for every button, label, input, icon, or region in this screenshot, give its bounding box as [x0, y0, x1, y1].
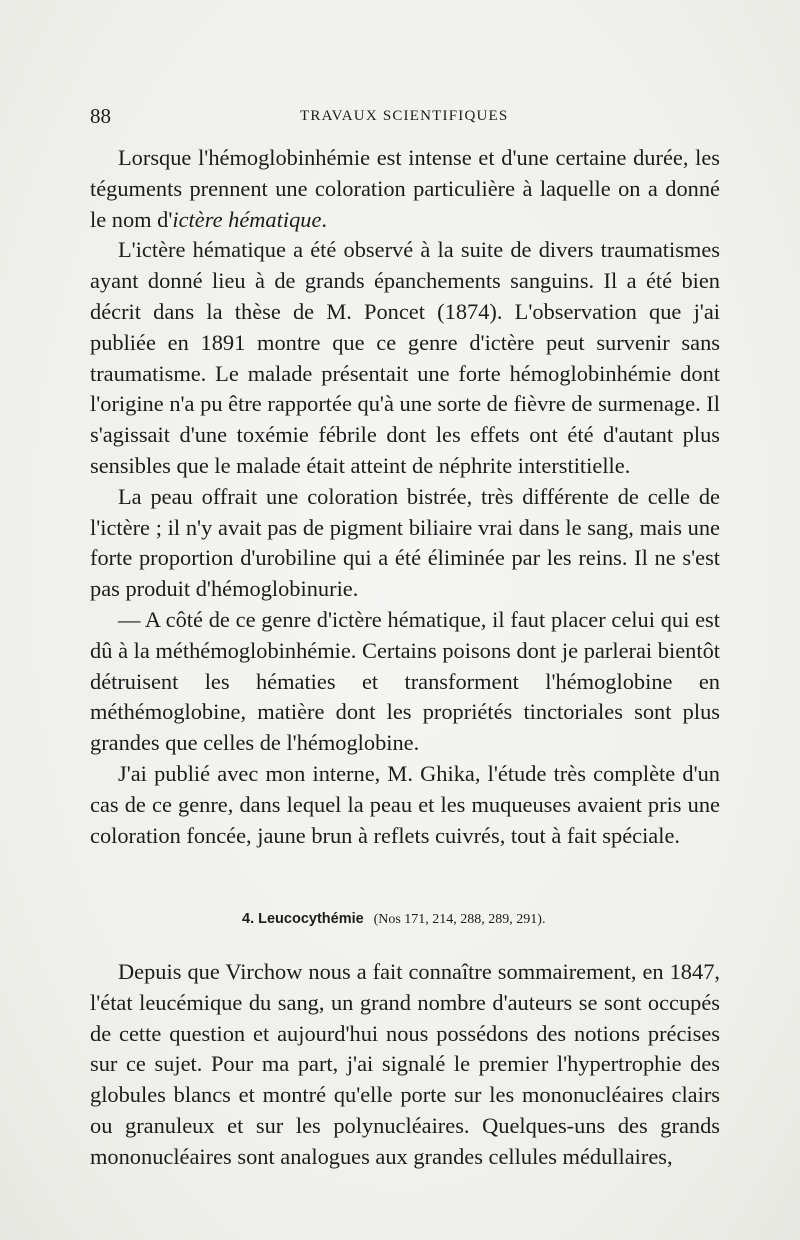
paragraph: — A côté de ce genre d'ictère hématique, il faut placer celui qui est dû à la méthémoglobinhémie. Certains poisons dont je parlerai bientôt détruisent les hématies et transforment l'hémoglobine en méthémoglobine, matière dont les propriétés tinctoriales sont plus grandes que celles de l'hémoglobine. — [90, 606, 720, 756]
body-text-block — [90, 143, 720, 851]
paragraph: J'ai publié avec mon interne, M. Ghika, l'étude très complète d'un cas de ce genre, dans lequel la peau et les muqueuses avaient pris une coloration foncée, jaune brun à reflets cuivrés, tout à fait spéciale. — [90, 760, 720, 848]
paragraph: Depuis que Virchow nous a fait connaître sommairement, en 1847, l'état leucémique du sang, un grand nombre d'auteurs se sont occupés de cette question et aujourd'hui nous possédons des notions précises sur ce sujet. Pour ma part, j'ai signalé le premier l'hypertrophie des globules blancs et montré qu'elle porte sur les mononucléaires clairs ou granuleux et sur les polynucléaires. Quelques-uns des grands mononucléaires sont analogues aux grandes cellules médullaires, — [90, 959, 720, 1169]
section-heading — [242, 910, 545, 928]
section-title: 4. Leucocythémie — [242, 911, 364, 927]
page-number: 88 — [90, 104, 111, 128]
paragraph-text-end: . — [321, 206, 328, 232]
running-title: TRAVAUX SCIENTIFIQUES — [300, 108, 509, 124]
paragraph-text: Lorsque l'hémoglobinhémie est intense et d'une certaine durée, les téguments prennent une coloration particulière à laquelle on a donné le nom d' — [90, 145, 720, 232]
section-references: (Nos 171, 214, 288, 289, 291). — [373, 912, 546, 927]
paragraph — [90, 143, 720, 235]
paragraph: L'ictère hématique a été observé à la suite de divers traumatismes ayant donné lieu à de grands épanchements sanguins. Il a été bien décrit dans la thèse de M. Poncet (1874). L'observation que j'ai publiée en 1891 montre que ce genre d'ictère peut survenir sans traumatisme. Le malade présentait une forte hémoglobinhémie dont l'origine n'a pu être rapportée qu'à une sorte de fièvre de surmenage. Il s'agissait d'une toxémie fébrile dont les effets ont été d'autant plus sensibles que le malade était atteint de néphrite interstitielle. — [90, 237, 720, 478]
paragraph: La peau offrait une coloration bistrée, très différente de celle de l'ictère ; il n'y avait pas de pigment biliaire vrai dans le sang, mais une forte proportion d'urobiline qui a été éliminée par les reins. Il ne s'est pas produit d'hémoglobinurie. — [90, 483, 720, 602]
section-body-text — [90, 957, 720, 1173]
italic-term: ictère hématique — [172, 206, 322, 232]
running-head — [90, 104, 730, 130]
